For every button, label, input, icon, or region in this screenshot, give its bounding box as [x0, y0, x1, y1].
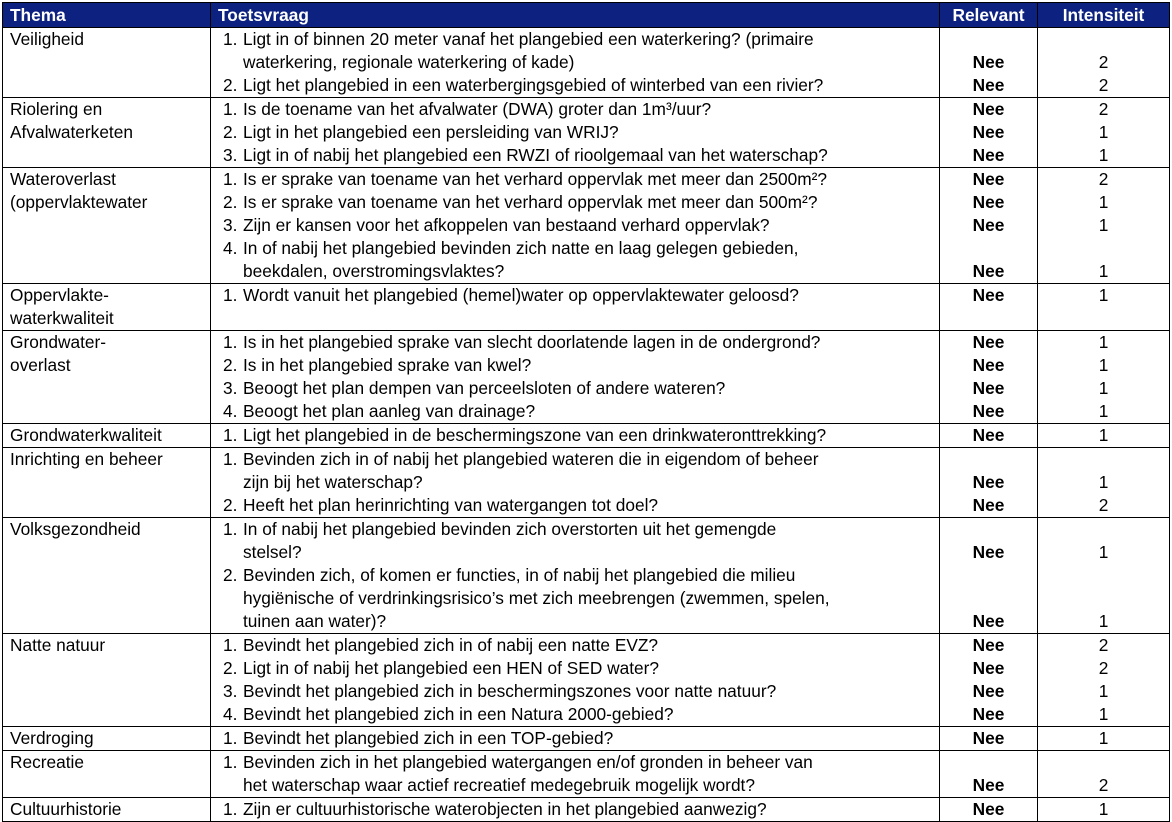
- thema-cell: [3, 798, 211, 822]
- relevant-value: Nee: [972, 145, 1005, 165]
- question-text: Is er sprake van toename van het verhard oppervlak met meer dan 2500m²?: [243, 169, 828, 189]
- thema-cell: [3, 28, 211, 98]
- relevant-value: Nee: [972, 681, 1005, 701]
- toetsvraag-cell: [211, 518, 940, 634]
- intensiteit-value: 2: [1098, 52, 1109, 72]
- intensiteit-value: 2: [1098, 99, 1109, 119]
- question-item: [211, 400, 939, 423]
- question-text: Is in het plangebied sprake van kwel?: [243, 355, 532, 375]
- question-text: Bevinden zich in of nabij het plangebied wateren die in eigendom of beheer: [243, 449, 819, 469]
- relevant-value: Nee: [972, 658, 1005, 678]
- relevant-cell: [940, 751, 1038, 798]
- question-number: 1.: [223, 635, 238, 655]
- question-text: Beoogt het plan aanleg van drainage?: [243, 401, 536, 421]
- relevant-cell: [940, 518, 1038, 634]
- intensiteit-value: 1: [1098, 378, 1109, 398]
- intensiteit-cell: [1038, 28, 1170, 98]
- intensiteit-value: 1: [1098, 192, 1109, 212]
- thema-label: Natte natuur: [10, 635, 106, 655]
- thema-label: Inrichting en beheer: [10, 449, 163, 469]
- intensiteit-cell: [1038, 331, 1170, 424]
- toetsvraag-cell: [211, 331, 940, 424]
- relevant-value: Nee: [972, 495, 1005, 515]
- question-number: 2.: [223, 565, 238, 585]
- relevant-value: Nee: [972, 704, 1005, 724]
- table-row: [3, 448, 1170, 518]
- intensiteit-value: 2: [1098, 75, 1109, 95]
- relevant-value: Nee: [972, 635, 1005, 655]
- question-item: [211, 74, 939, 97]
- intensiteit-value: 2: [1098, 495, 1109, 515]
- thema-cell: [3, 424, 211, 448]
- relevant-value: Nee: [972, 75, 1005, 95]
- question-text: beekdalen, overstromingsvlaktes?: [243, 261, 505, 281]
- toetsvraag-cell: [211, 798, 940, 822]
- relevant-value: Nee: [972, 401, 1005, 421]
- question-number: 1.: [223, 29, 238, 49]
- intensiteit-cell: [1038, 424, 1170, 448]
- question-text: Ligt in of nabij het plangebied een HEN of SED water?: [243, 658, 659, 678]
- relevant-value: Nee: [972, 261, 1005, 281]
- relevant-value: Nee: [972, 169, 1005, 189]
- intensiteit-value: 2: [1098, 169, 1109, 189]
- thema-cell: [3, 284, 211, 331]
- toetsvraag-cell: [211, 98, 940, 168]
- thema-label: Cultuurhistorie: [10, 799, 122, 819]
- question-text: Is in het plangebied sprake van slecht doorlatende lagen in de ondergrond?: [243, 332, 821, 352]
- question-item: [211, 751, 939, 797]
- question-item: [211, 657, 939, 680]
- question-number: 4.: [223, 401, 238, 421]
- question-text: stelsel?: [243, 542, 302, 562]
- thema-label: Grondwaterkwaliteit: [10, 425, 162, 445]
- question-item: [211, 424, 939, 447]
- intensiteit-value: 2: [1098, 775, 1109, 795]
- intensiteit-value: 1: [1098, 611, 1109, 631]
- thema-label: Riolering en: [10, 99, 103, 119]
- header-relevant: Relevant: [940, 3, 1038, 28]
- question-text: Is er sprake van toename van het verhard oppervlak met meer dan 500m²?: [243, 192, 818, 212]
- thema-cell: [3, 518, 211, 634]
- question-text: In of nabij het plangebied bevinden zich overstorten uit het gemengde: [243, 519, 777, 539]
- thema-cell: [3, 168, 211, 284]
- question-number: 2.: [223, 495, 238, 515]
- thema-cell: [3, 448, 211, 518]
- question-item: [211, 377, 939, 400]
- intensiteit-value: 1: [1098, 122, 1109, 142]
- question-text: Ligt in het plangebied een persleiding van WRIJ?: [243, 122, 619, 142]
- relevant-value: Nee: [972, 215, 1005, 235]
- intensiteit-value: 1: [1098, 145, 1109, 165]
- intensiteit-cell: [1038, 634, 1170, 727]
- relevant-value: Nee: [972, 192, 1005, 212]
- thema-label: Oppervlakte-: [10, 285, 109, 305]
- question-text: Zijn er cultuurhistorische waterobjecten in het plangebied aanwezig?: [243, 799, 767, 819]
- question-number: 1.: [223, 519, 238, 539]
- question-number: 2.: [223, 658, 238, 678]
- header-toetsvraag: Toetsvraag: [211, 3, 940, 28]
- thema-label: Afvalwaterketen: [10, 122, 133, 142]
- question-text: In of nabij het plangebied bevinden zich natte en laag gelegen gebieden,: [243, 238, 799, 258]
- toetsvraag-cell: [211, 284, 940, 331]
- intensiteit-value: 1: [1098, 728, 1109, 748]
- question-number: 2.: [223, 122, 238, 142]
- toetsvraag-cell: [211, 448, 940, 518]
- question-item: [211, 191, 939, 214]
- relevant-value: Nee: [972, 611, 1005, 631]
- thema-label: overlast: [10, 355, 71, 375]
- question-text: Bevinden zich, of komen er functies, in of nabij het plangebied die milieu: [243, 565, 796, 585]
- thema-label: Volksgezondheid: [10, 519, 141, 539]
- table-row: [3, 168, 1170, 284]
- thema-cell: [3, 727, 211, 751]
- thema-label: Wateroverlast: [10, 169, 116, 189]
- question-item: [211, 237, 939, 283]
- question-text: Bevindt het plangebied zich in of nabij een natte EVZ?: [243, 635, 659, 655]
- relevant-value: Nee: [972, 472, 1005, 492]
- header-thema: Thema: [3, 3, 211, 28]
- intensiteit-cell: [1038, 168, 1170, 284]
- question-text: Heeft het plan herinrichting van watergangen tot doel?: [243, 495, 659, 515]
- question-number: 1.: [223, 99, 238, 119]
- intensiteit-cell: [1038, 284, 1170, 331]
- toetsvraag-cell: [211, 751, 940, 798]
- question-item: [211, 98, 939, 121]
- question-item: [211, 284, 939, 330]
- question-number: 1.: [223, 285, 238, 305]
- relevant-value: Nee: [972, 799, 1005, 819]
- intensiteit-value: 2: [1098, 658, 1109, 678]
- table-row: [3, 98, 1170, 168]
- relevant-value: Nee: [972, 728, 1005, 748]
- question-item: [211, 354, 939, 377]
- question-item: [211, 144, 939, 167]
- question-number: 2.: [223, 192, 238, 212]
- question-item: [211, 518, 939, 564]
- relevant-cell: [940, 798, 1038, 822]
- intensiteit-value: 1: [1098, 799, 1109, 819]
- question-text: Bevindt het plangebied zich in beschermingszones voor natte natuur?: [243, 681, 777, 701]
- toetsvraag-cell: [211, 28, 940, 98]
- relevant-value: Nee: [972, 122, 1005, 142]
- relevant-value: Nee: [972, 425, 1005, 445]
- thema-label: Veiligheid: [10, 29, 84, 49]
- question-item: [211, 121, 939, 144]
- relevant-cell: [940, 168, 1038, 284]
- question-item: [211, 331, 939, 354]
- table-row: [3, 424, 1170, 448]
- relevant-value: Nee: [972, 332, 1005, 352]
- toetsvragen-table: [2, 2, 1170, 822]
- intensiteit-value: 1: [1098, 472, 1109, 492]
- thema-cell: [3, 634, 211, 727]
- toetsvraag-cell: [211, 634, 940, 727]
- question-item: [211, 634, 939, 657]
- intensiteit-cell: [1038, 798, 1170, 822]
- thema-cell: [3, 98, 211, 168]
- thema-label: (oppervlaktewater: [10, 192, 148, 212]
- question-number: 3.: [223, 681, 238, 701]
- table-row: [3, 751, 1170, 798]
- intensiteit-value: 1: [1098, 285, 1109, 305]
- toetsvraag-cell: [211, 424, 940, 448]
- intensiteit-value: 1: [1098, 355, 1109, 375]
- question-number: 3.: [223, 145, 238, 165]
- table-row: [3, 331, 1170, 424]
- question-text: Is de toename van het afvalwater (DWA) groter dan 1m³/uur?: [243, 99, 712, 119]
- relevant-value: Nee: [972, 542, 1005, 562]
- table-row: [3, 634, 1170, 727]
- thema-cell: [3, 751, 211, 798]
- thema-label: Verdroging: [10, 728, 94, 748]
- question-text: Ligt het plangebied in een waterbergingsgebied of winterbed van een rivier?: [243, 75, 824, 95]
- thema-label: Recreatie: [10, 752, 84, 772]
- relevant-cell: [940, 28, 1038, 98]
- question-item: [211, 564, 939, 633]
- question-number: 2.: [223, 75, 238, 95]
- intensiteit-value: 2: [1098, 635, 1109, 655]
- relevant-cell: [940, 634, 1038, 727]
- header-intensiteit: Intensiteit: [1038, 3, 1170, 28]
- relevant-cell: [940, 448, 1038, 518]
- relevant-value: Nee: [972, 99, 1005, 119]
- thema-label: Grondwater-: [10, 332, 107, 352]
- intensiteit-value: 1: [1098, 261, 1109, 281]
- table-row: [3, 798, 1170, 822]
- question-text: Wordt vanuit het plangebied (hemel)water op oppervlaktewater geloosd?: [243, 285, 799, 305]
- table-row: [3, 727, 1170, 751]
- relevant-cell: [940, 98, 1038, 168]
- relevant-cell: [940, 727, 1038, 751]
- question-text: tuinen aan water)?: [243, 611, 387, 631]
- toetsvraag-cell: [211, 168, 940, 284]
- intensiteit-cell: [1038, 751, 1170, 798]
- question-text: Bevindt het plangebied zich in een TOP-gebied?: [243, 728, 614, 748]
- question-item: [211, 168, 939, 191]
- relevant-cell: [940, 424, 1038, 448]
- question-number: 1.: [223, 728, 238, 748]
- intensiteit-cell: [1038, 448, 1170, 518]
- toetsvraag-cell: [211, 727, 940, 751]
- table-row: [3, 28, 1170, 98]
- intensiteit-value: 1: [1098, 681, 1109, 701]
- question-text: Bevinden zich in het plangebied watergangen en/of gronden in beheer van: [243, 752, 813, 772]
- relevant-cell: [940, 284, 1038, 331]
- question-item: [211, 798, 939, 821]
- intensiteit-value: 1: [1098, 401, 1109, 421]
- question-item: [211, 494, 939, 517]
- question-text: Bevindt het plangebied zich in een Natura 2000-gebied?: [243, 704, 674, 724]
- intensiteit-cell: [1038, 518, 1170, 634]
- question-item: [211, 703, 939, 726]
- intensiteit-value: 1: [1098, 332, 1109, 352]
- thema-label: waterkwaliteit: [10, 308, 114, 328]
- intensiteit-value: 1: [1098, 215, 1109, 235]
- table-row: [3, 284, 1170, 331]
- question-number: 2.: [223, 355, 238, 375]
- question-text: Ligt in of nabij het plangebied een RWZI of rioolgemaal van het waterschap?: [243, 145, 828, 165]
- question-number: 1.: [223, 169, 238, 189]
- question-number: 4.: [223, 704, 238, 724]
- question-text: waterkering, regionale waterkering of kade): [243, 52, 575, 72]
- question-item: [211, 28, 939, 74]
- question-number: 3.: [223, 215, 238, 235]
- question-item: [211, 214, 939, 237]
- question-text: Beoogt het plan dempen van perceelsloten of andere wateren?: [243, 378, 726, 398]
- question-text: het waterschap waar actief recreatief medegebruik mogelijk wordt?: [243, 775, 755, 795]
- intensiteit-value: 1: [1098, 542, 1109, 562]
- relevant-value: Nee: [972, 378, 1005, 398]
- question-text: Ligt in of binnen 20 meter vanaf het plangebied een waterkering? (primaire: [243, 29, 814, 49]
- relevant-cell: [940, 331, 1038, 424]
- question-number: 1.: [223, 449, 238, 469]
- table-row: [3, 518, 1170, 634]
- question-text: zijn bij het waterschap?: [243, 472, 423, 492]
- question-item: [211, 680, 939, 703]
- question-item: [211, 448, 939, 494]
- question-number: 1.: [223, 752, 238, 772]
- relevant-value: Nee: [972, 52, 1005, 72]
- question-text: Zijn er kansen voor het afkoppelen van bestaand verhard oppervlak?: [243, 215, 770, 235]
- relevant-value: Nee: [972, 285, 1005, 305]
- question-text: hygiënische of verdrinkingsrisico’s met zich meebrengen (zwemmen, spelen,: [243, 588, 830, 608]
- question-text: Ligt het plangebied in de beschermingszone van een drinkwateronttrekking?: [243, 425, 827, 445]
- question-number: 1.: [223, 425, 238, 445]
- relevant-value: Nee: [972, 775, 1005, 795]
- thema-cell: [3, 331, 211, 424]
- intensiteit-cell: [1038, 727, 1170, 751]
- relevant-value: Nee: [972, 355, 1005, 375]
- question-number: 4.: [223, 238, 238, 258]
- question-number: 1.: [223, 799, 238, 819]
- intensiteit-cell: [1038, 98, 1170, 168]
- intensiteit-value: 1: [1098, 704, 1109, 724]
- question-item: [211, 727, 939, 750]
- question-number: 3.: [223, 378, 238, 398]
- question-number: 1.: [223, 332, 238, 352]
- header-row: [3, 3, 1170, 28]
- intensiteit-value: 1: [1098, 425, 1109, 445]
